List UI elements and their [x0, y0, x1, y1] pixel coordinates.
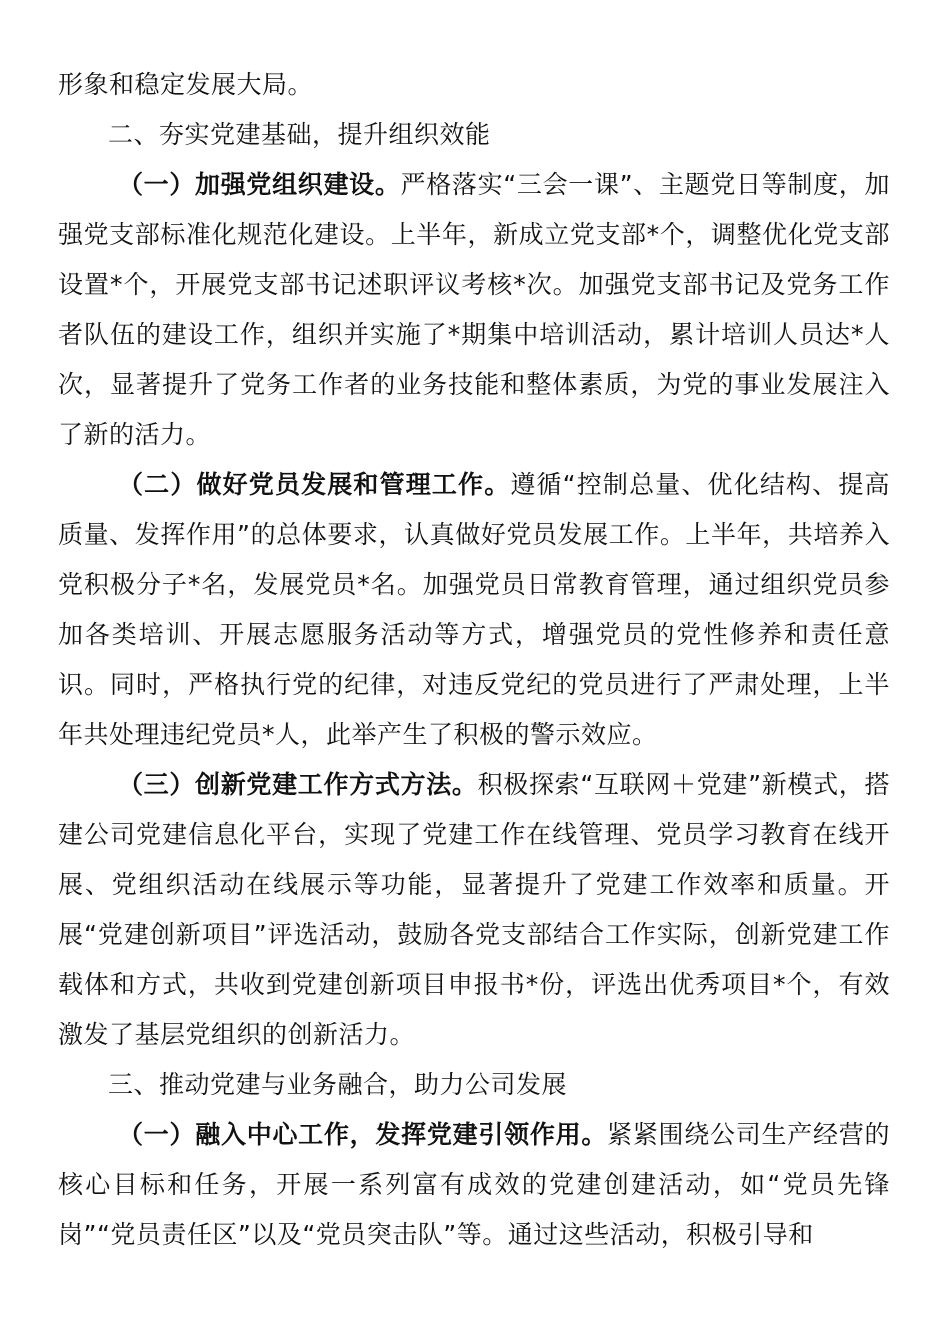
intro-paragraph: 形象和稳定发展大局。: [58, 70, 314, 99]
subsection-1-body: 严格落实“三会一课”、主题党日等制度，加强党支部标准化规范化建设。上半年，新成立党支部*个，调整优化党支部设置*个，开展党支部书记述职评议考核*次。加强党支部书记及党务工作者队伍的建设工作，组织并实施了*期集中培训活动，累计培训人员达*人次，显著提升了党务工作者的业务技能和整体素质，为党的事业发展注入了新的活力。: [58, 170, 890, 449]
subsection-2-paragraph: [58, 460, 890, 760]
document-page: [58, 60, 890, 1260]
subsection-2-body: 遵循“控制总量、优化结构、提高质量、发挥作用”的总体要求，认真做好党员发展工作。上半年，共培养入党积极分子*名，发展党员*名。加强党员日常教育管理，通过组织党员参加各类培训、开展志愿服务活动等方式，增强党员的党性修养和责任意识。同时，严格执行党的纪律，对违反党纪的党员进行了严肃处理，上半年共处理违纪党员*人，此举产生了积极的警示效应。: [58, 470, 890, 749]
subsection-3-paragraph: [58, 760, 890, 1060]
section-heading-2: 二、夯实党建基础，提升组织效能: [108, 120, 491, 149]
subsection-3-body: 积极探索“互联网＋党建”新模式，搭建公司党建信息化平台，实现了党建工作在线管理、党员学习教育在线开展、党组织活动在线展示等功能，显著提升了党建工作效率和质量。开展“党建创新项目”评选活动，鼓励各党支部结合工作实际，创新党建工作载体和方式，共收到党建创新项目申报书*份，评选出优秀项目*个，有效激发了基层党组织的创新活力。: [58, 770, 890, 1049]
section-heading-3: 三、推动党建与业务融合，助力公司发展: [108, 1070, 568, 1099]
subsection-3-1-title: （一）融入中心工作，发挥党建引领作用。: [118, 1120, 608, 1149]
subsection-2-title: （二）做好党员发展和管理工作。: [118, 470, 511, 499]
subsection-3-1-paragraph: [58, 1110, 890, 1260]
subsection-3-title: （三）创新党建工作方式方法。: [118, 770, 478, 799]
subsection-1-title: （一）加强党组织建设。: [118, 170, 401, 199]
subsection-1-paragraph: [58, 160, 890, 460]
subsection-3-1-body: 紧紧围绕公司生产经营的核心目标和任务，开展一系列富有成效的党建创建活动，如“党员先锋岗”“党员责任区”以及“党员突击队”等。通过这些活动，积极引导和: [58, 1120, 890, 1249]
